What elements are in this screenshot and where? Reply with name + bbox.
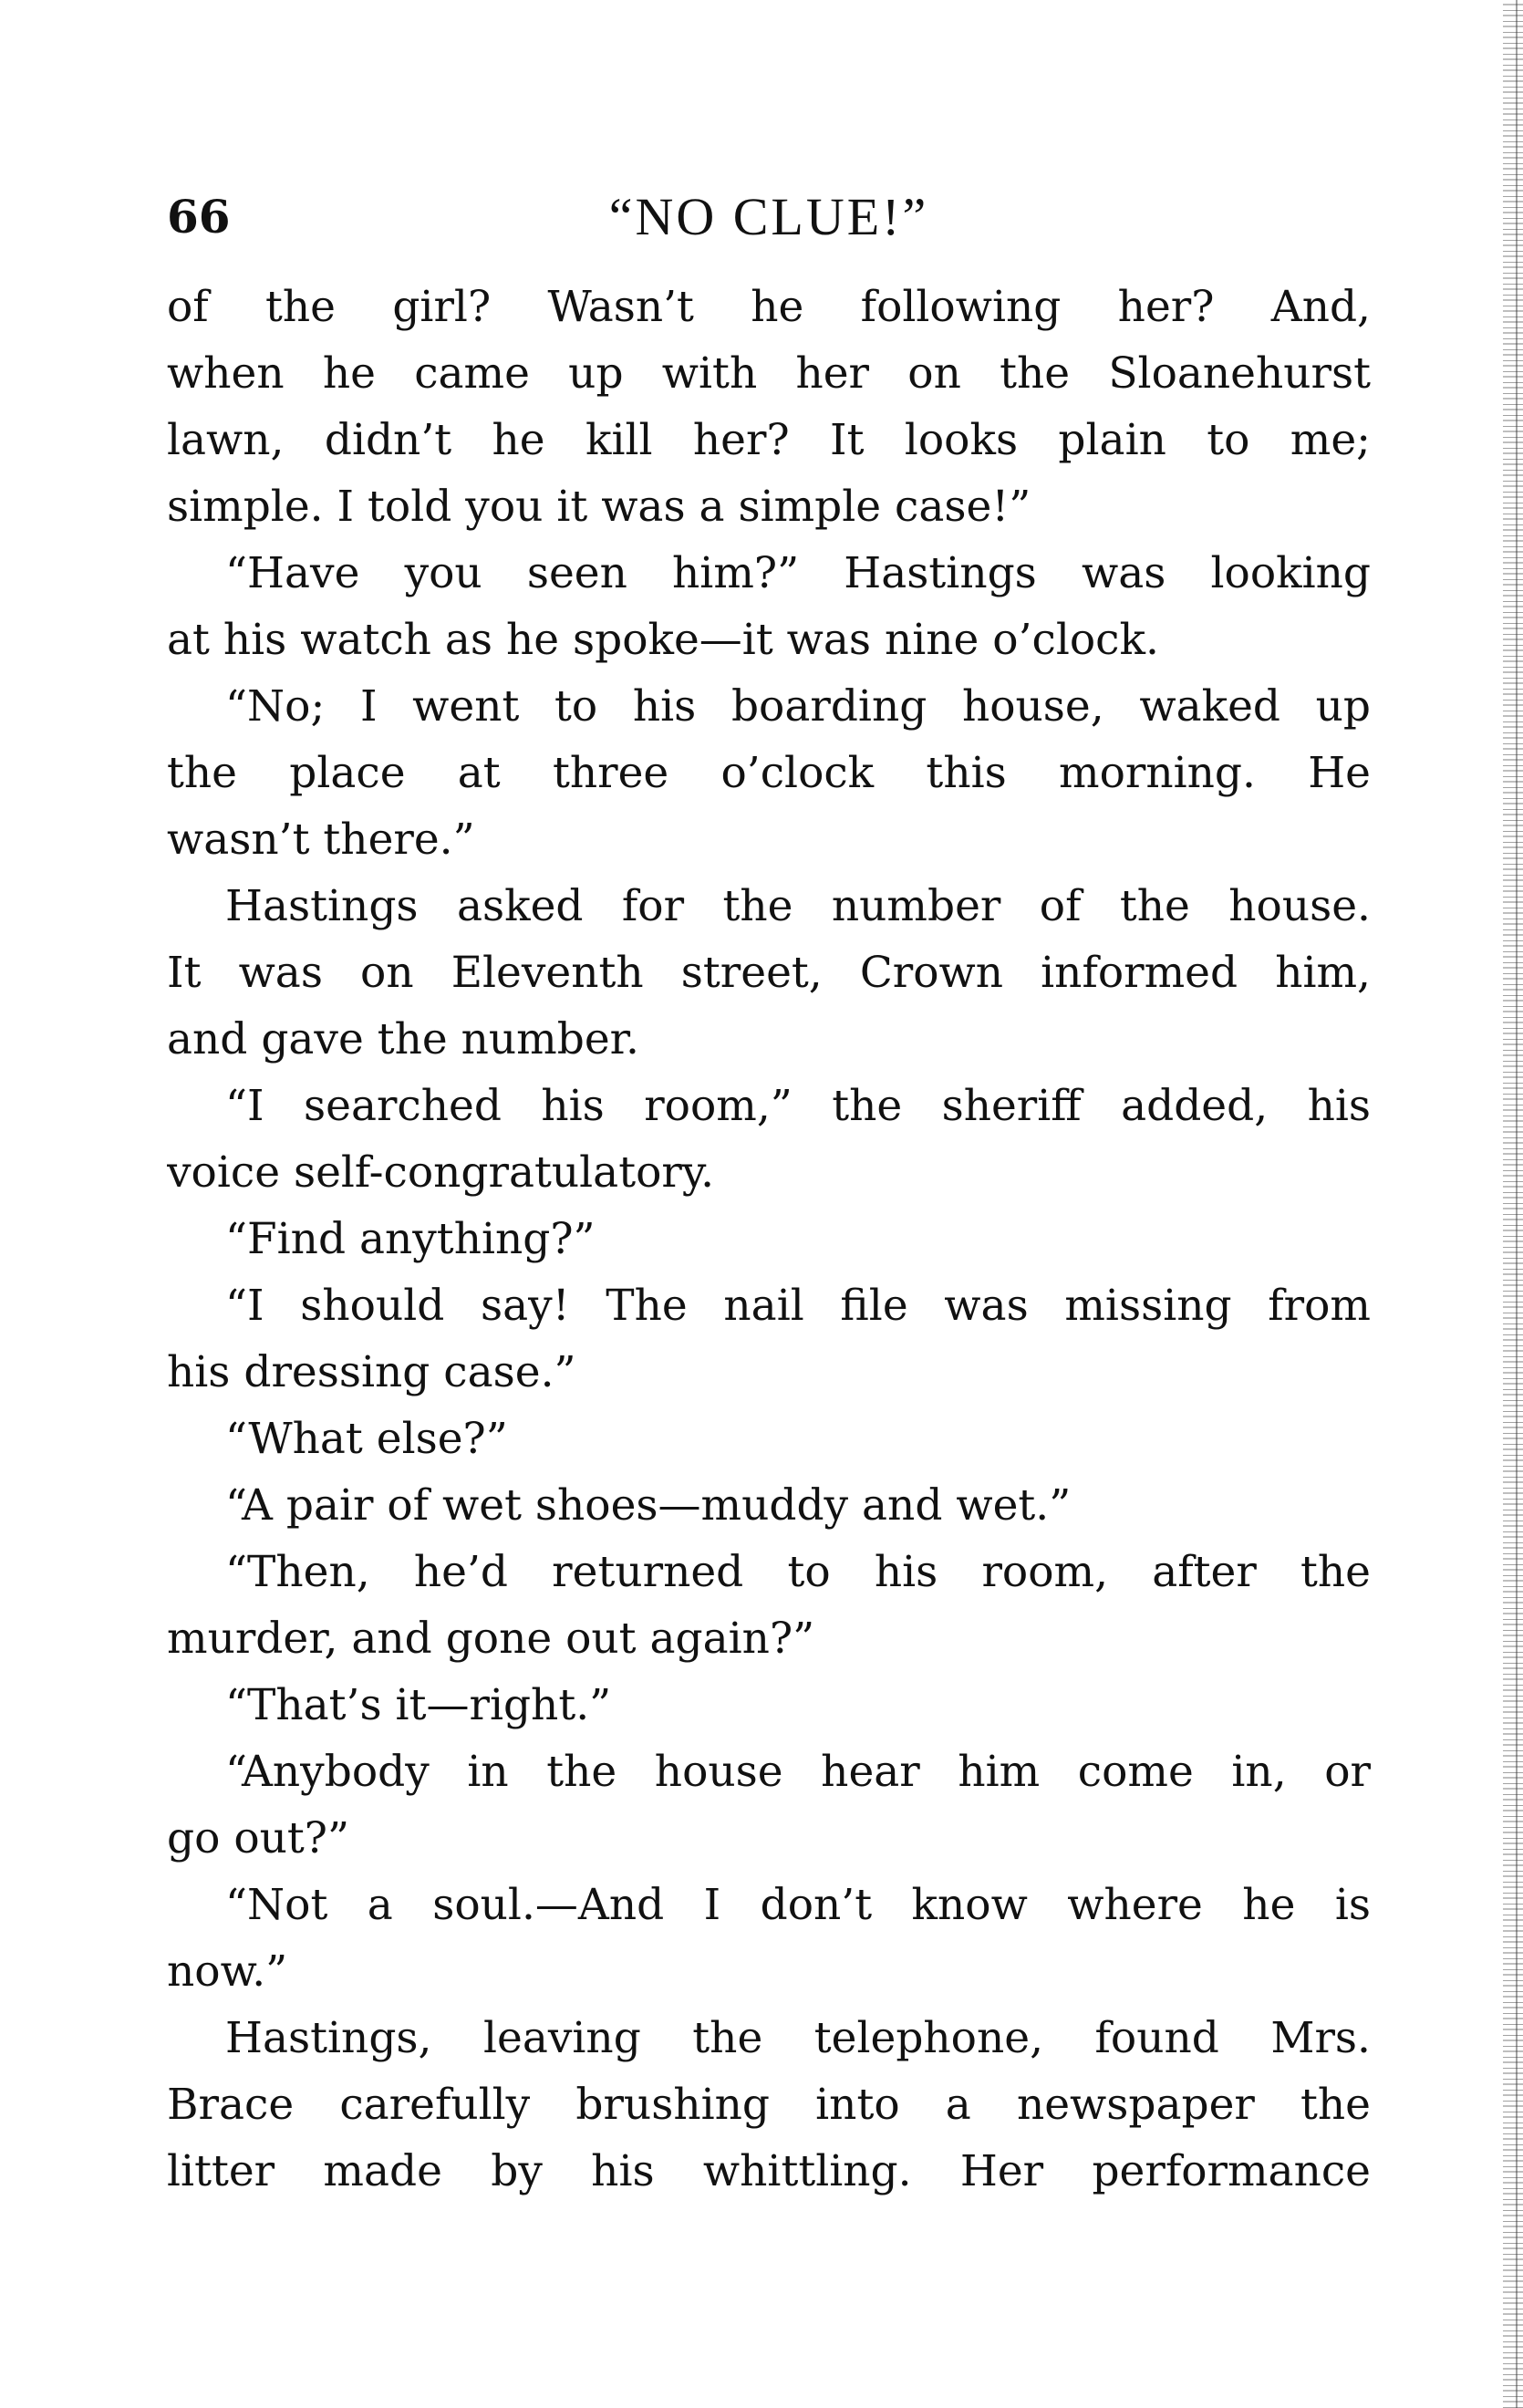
text-line: “What else?”: [225, 1414, 508, 1464]
text-line: “I should say! The nail file was missing from: [225, 1281, 1371, 1331]
text-line: “Anybody in the house hear him come in, or: [225, 1747, 1371, 1797]
text-line: “No; I went to his boarding house, waked up: [225, 681, 1371, 732]
page-text: [167, 274, 1371, 2205]
text-line: voice self-congratulatory.: [167, 1147, 715, 1198]
text-line: at his watch as he spoke—it was nine o’clock.: [167, 615, 1159, 665]
text-line: when he came up with her on the Sloanehurst: [167, 348, 1371, 399]
page-number: 66: [167, 190, 231, 244]
text-line: It was on Eleventh street, Crown informed him,: [167, 948, 1371, 998]
text-line: and gave the number.: [167, 1014, 639, 1064]
text-line: his dressing case.”: [167, 1347, 576, 1397]
text-line: of the girl? Wasn’t he following her? And,: [167, 282, 1371, 332]
running-head: “NO CLUE!”: [608, 187, 929, 246]
page-edge-rule: [1516, 0, 1518, 2408]
text-line: “A pair of wet shoes—muddy and wet.”: [225, 1480, 1072, 1531]
text-line: Hastings asked for the number of the house.: [225, 881, 1371, 931]
text-line: Brace carefully brushing into a newspaper the: [167, 2080, 1371, 2130]
text-line: litter made by his whittling. Her performance: [167, 2146, 1371, 2196]
text-line: “Not a soul.—And I don’t know where he is: [225, 1880, 1371, 1930]
text-line: “Find anything?”: [225, 1214, 596, 1264]
text-line: go out?”: [167, 1813, 350, 1863]
text-line: “Have you seen him?” Hastings was looking: [225, 548, 1371, 598]
text-line: Hastings, leaving the telephone, found Mrs.: [225, 2013, 1371, 2063]
text-line: simple. I told you it was a simple case!”: [167, 482, 1031, 532]
text-line: now.”: [167, 1946, 288, 1997]
text-line: “Then, he’d returned to his room, after the: [225, 1547, 1371, 1597]
text-line: wasn’t there.”: [167, 815, 475, 865]
text-line: “That’s it—right.”: [225, 1680, 612, 1730]
text-line: lawn, didn’t he kill her? It looks plain to me;: [167, 415, 1371, 465]
text-line: “I searched his room,” the sheriff added, his: [225, 1081, 1371, 1131]
page-header: [167, 181, 1371, 254]
text-line: murder, and gone out again?”: [167, 1614, 815, 1664]
text-line: the place at three o’clock this morning. He: [167, 748, 1371, 798]
page-edge-texture: [1503, 0, 1523, 2408]
